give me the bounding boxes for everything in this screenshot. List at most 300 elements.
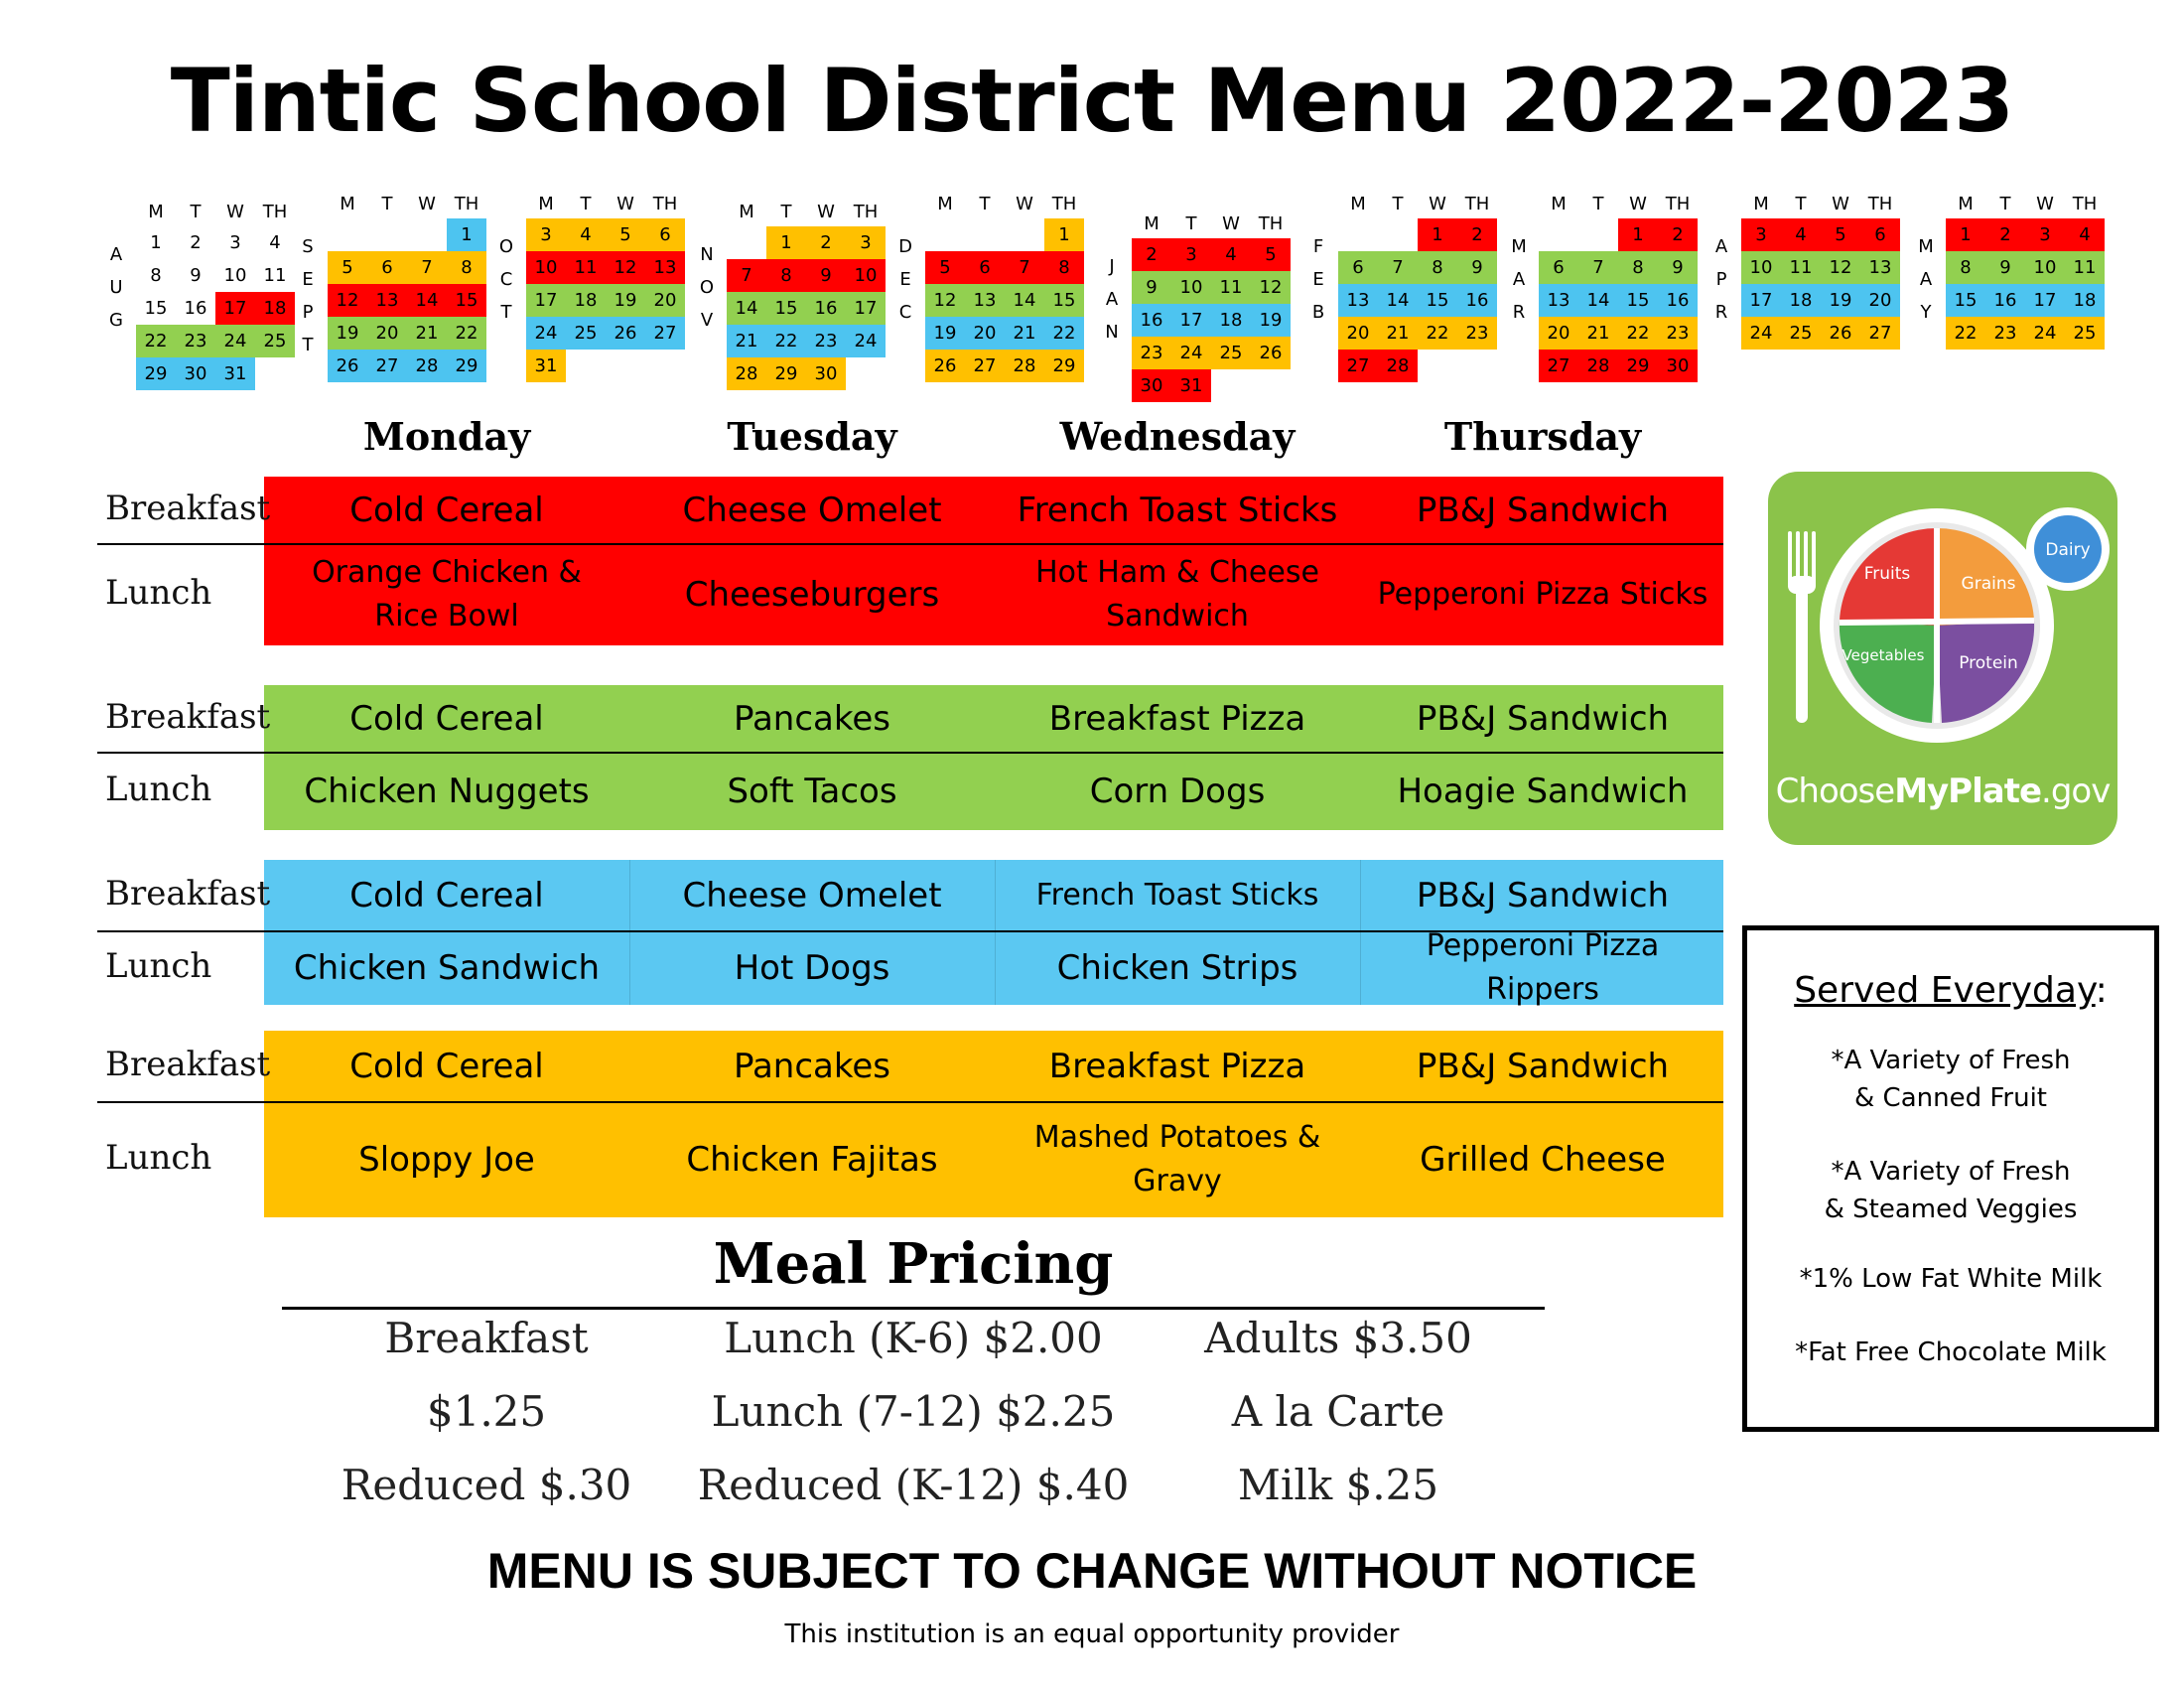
calendar-day: 13 [367, 284, 407, 317]
calendar-day: 8 [1618, 251, 1658, 284]
breakfast-item: French Toast Sticks [1017, 491, 1338, 530]
calendar-week-row [1741, 218, 1900, 251]
weekday-header: M [1753, 194, 1769, 214]
calendar-day [1005, 218, 1044, 251]
price-lunch-k6: Lunch (K-6) $2.00 [724, 1314, 1103, 1362]
weekday-header-row [1539, 191, 1698, 218]
calendar-day: 27 [645, 317, 685, 350]
calendar-day: 6 [367, 251, 407, 284]
calendar-day: 18 [2065, 284, 2105, 317]
calendar-day: 3 [1171, 238, 1211, 271]
calendar-week-row [925, 218, 1084, 251]
month-letter: C [898, 302, 912, 323]
served-item-line: & Canned Fruit [1854, 1083, 2047, 1113]
calendar-day: 15 [1946, 284, 1985, 317]
meal-pricing-title: Meal Pricing [713, 1231, 1114, 1297]
calendar-day: 30 [806, 357, 846, 390]
weekday-header: W [2036, 194, 2054, 214]
calendar-day: 28 [1005, 350, 1044, 382]
day-header-tuesday: Tuesday [727, 414, 897, 459]
month-grid [1338, 191, 1497, 382]
calendar-day: 25 [566, 317, 606, 350]
calendar-week-row [1338, 218, 1497, 251]
price-breakfast: $1.25 [426, 1387, 547, 1436]
month-letter: G [109, 310, 123, 331]
calendar-day: 10 [223, 265, 247, 286]
calendar-week-row [526, 251, 685, 284]
calendar-day: 29 [766, 357, 806, 390]
calendar-day: 11 [2065, 251, 2105, 284]
calendar-day: 26 [1821, 317, 1860, 350]
calendar-week-row [727, 325, 886, 357]
calendar-day: 28 [727, 357, 766, 390]
calendar-day: 5 [1821, 218, 1860, 251]
wordmark-gov: .gov [2041, 772, 2111, 811]
calendar-day: 12 [925, 284, 965, 317]
calendar-day: 9 [1132, 271, 1171, 304]
breakfast-item: Breakfast Pizza [1048, 699, 1306, 739]
month-letter: D [898, 236, 912, 257]
month-letter: M [1511, 236, 1527, 257]
month-letter: T [500, 302, 512, 323]
month-grid [1132, 211, 1291, 402]
calendar-week-row [1132, 304, 1291, 337]
weekday-header: T [1392, 194, 1404, 214]
calendar-day: 20 [1539, 317, 1578, 350]
breakfast-item: PB&J Sandwich [1416, 1047, 1670, 1086]
calendar-day: 21 [1378, 317, 1418, 350]
calendar-day: 22 [136, 325, 176, 357]
calendar-day [645, 350, 685, 382]
calendar-day: 25 [1781, 317, 1821, 350]
breakfast-item: Cheese Omelet [682, 876, 942, 915]
weekday-header: T [381, 194, 393, 214]
month-letters [1308, 230, 1328, 329]
lunch-item: Chicken Fajitas [686, 1140, 938, 1180]
weekday-header: TH [1464, 194, 1490, 214]
calendar-day: 19 [1821, 284, 1860, 317]
calendar-day: 25 [2065, 317, 2105, 350]
month-grid [925, 191, 1084, 382]
lunch-item: Hoagie Sandwich [1397, 772, 1689, 811]
calendar-week-row [1132, 271, 1291, 304]
weekday-header-row [328, 191, 486, 218]
calendar-day: 14 [407, 284, 447, 317]
calendar-week-row [526, 218, 685, 251]
calendar-day [367, 218, 407, 251]
weekday-header: W [616, 194, 634, 214]
calendar-day: 8 [150, 265, 162, 286]
month-letter: S [302, 236, 314, 257]
month-letter: A [1714, 236, 1728, 257]
weekday-header: M [1551, 194, 1567, 214]
calendar-day: 24 [2025, 317, 2065, 350]
calendar-week-row [1741, 317, 1900, 350]
lunch-item: Pepperoni Pizza Sticks [1377, 577, 1708, 612]
choosemyplate-logo [1768, 472, 2117, 845]
calendar-day: 5 [606, 218, 645, 251]
calendar-day: 1 [150, 232, 162, 253]
price-breakfast-reduced: Reduced $.30 [341, 1461, 632, 1509]
calendar-day: 10 [2025, 251, 2065, 284]
weekday-header: M [937, 194, 953, 214]
month-letter: A [1105, 289, 1119, 310]
month-letter: R [1714, 302, 1728, 323]
weekday-header-row [136, 199, 295, 226]
calendar-day: 23 [1457, 317, 1497, 350]
calendar-day: 19 [1251, 304, 1291, 337]
weekday-header: W [817, 202, 835, 222]
weekday-header: T [580, 194, 592, 214]
calendar-day: 16 [184, 298, 207, 319]
calendar-day: 14 [727, 292, 766, 325]
calendar-day: 15 [1618, 284, 1658, 317]
served-item-line: *A Variety of Fresh [1831, 1157, 2071, 1187]
weekday-header-row [925, 191, 1084, 218]
calendar-day: 5 [1251, 238, 1291, 271]
breakfast-item: Cold Cereal [349, 699, 544, 739]
served-item-chocolate-milk: *Fat Free Chocolate Milk [1795, 1337, 2107, 1367]
calendar-day: 9 [1985, 251, 2025, 284]
calendar-day: 27 [1338, 350, 1378, 382]
calendar-day: 9 [806, 259, 846, 292]
lunch-item: Cheeseburgers [684, 575, 940, 615]
breakfast-row-label: Breakfast [105, 489, 271, 528]
calendar-day: 9 [190, 265, 202, 286]
weekday-header: M [340, 194, 355, 214]
month-letter: A [1512, 269, 1526, 290]
dairy-label: Dairy [2045, 540, 2091, 560]
month-grid [328, 191, 486, 382]
price-breakfast-label: Breakfast [384, 1314, 589, 1362]
calendar-day: 28 [407, 350, 447, 382]
calendar-day: 17 [846, 292, 886, 325]
calendar-day: 29 [447, 350, 486, 382]
choosemyplate-wordmark [1768, 772, 2117, 811]
calendar-week-row [1132, 238, 1291, 271]
weekday-header-row [1132, 211, 1291, 238]
calendar-day: 13 [1539, 284, 1578, 317]
month-letter: P [1715, 269, 1727, 290]
lunch-row-label: Lunch [105, 1138, 212, 1178]
calendar-week-row [328, 218, 486, 251]
calendar-day [1578, 218, 1618, 251]
calendar-day: 11 [263, 265, 287, 286]
calendar-day: 6 [645, 218, 685, 251]
wordmark-myplate: MyPlate [1894, 772, 2042, 811]
calendar-day: 13 [965, 284, 1005, 317]
month-letter: P [302, 302, 314, 323]
month-grid [526, 191, 685, 382]
calendar-day: 22 [1418, 317, 1457, 350]
weekday-header: T [1795, 194, 1807, 214]
served-everyday-title-text: Served Everyday [1794, 970, 2096, 1011]
lunch-row-label: Lunch [105, 946, 212, 986]
lunch-item: Mashed Potatoes & Gravy [1033, 1120, 1321, 1198]
calendar-day: 17 [215, 292, 255, 325]
calendar-week-row [1539, 251, 1698, 284]
calendar-day: 22 [1946, 317, 1985, 350]
calendar-week-row [727, 357, 886, 390]
breakfast-item: Cold Cereal [349, 491, 544, 530]
calendar-day: 1 [1418, 218, 1457, 251]
month-grid [1946, 191, 2105, 350]
calendar-week-row [1539, 317, 1698, 350]
calendar-week-row [1946, 251, 2105, 284]
calendar-day: 2 [1457, 218, 1497, 251]
weekday-header: TH [1665, 194, 1691, 214]
month-letters [1102, 250, 1122, 349]
calendar-day: 12 [328, 284, 367, 317]
calendar-day: 7 [1378, 251, 1418, 284]
month-letter: B [1311, 302, 1325, 323]
calendar-day: 27 [1860, 317, 1900, 350]
month-letter: A [1919, 269, 1933, 290]
calendar-day: 18 [1211, 304, 1251, 337]
calendar-day: 1 [1044, 218, 1084, 251]
calendar-day: 30 [176, 357, 215, 390]
calendar-day: 23 [176, 325, 215, 357]
calendar-day: 27 [965, 350, 1005, 382]
month-letters [1916, 230, 1936, 329]
breakfast-item: Cold Cereal [349, 1047, 544, 1086]
month-letters [106, 238, 126, 337]
day-header-monday: Monday [362, 414, 531, 459]
calendar-day: 31 [1171, 369, 1211, 402]
calendar-day: 24 [846, 325, 886, 357]
calendar-day [1418, 350, 1457, 382]
price-adults: Adults $3.50 [1204, 1314, 1472, 1362]
served-item-line: & Steamed Veggies [1824, 1195, 2078, 1224]
calendar-day: 22 [1618, 317, 1658, 350]
weekday-header: M [1958, 194, 1974, 214]
month-letters [496, 230, 516, 329]
calendar-day: 6 [1338, 251, 1378, 284]
calendar-day: 7 [1005, 251, 1044, 284]
calendar-day: 2 [806, 226, 846, 259]
protein-label: Protein [1959, 653, 2018, 673]
fruits-label: Fruits [1863, 564, 1911, 584]
calendar-day: 2 [1132, 238, 1171, 271]
calendar-day: 5 [925, 251, 965, 284]
calendar-day: 31 [215, 357, 255, 390]
month-letter: E [899, 269, 911, 290]
calendar-week-row [1539, 218, 1698, 251]
calendar-day [925, 218, 965, 251]
weekday-header: TH [853, 202, 879, 222]
breakfast-row-label: Breakfast [105, 697, 271, 737]
calendar-day: 31 [526, 350, 566, 382]
calendar-day: 12 [1821, 251, 1860, 284]
month-letters [697, 238, 717, 337]
month-grid [1741, 191, 1900, 350]
weekday-header: M [1144, 213, 1160, 234]
price-a-la-carte: A la Carte [1231, 1387, 1445, 1436]
calendar-day [1251, 369, 1291, 402]
calendar-day: 30 [1658, 350, 1698, 382]
calendar-day: 16 [1457, 284, 1497, 317]
breakfast-item: Cold Cereal [349, 876, 544, 915]
lunch-item: Orange Chicken & Rice Bowl [312, 555, 582, 633]
weekday-header-row [1338, 191, 1497, 218]
calendar-day: 10 [1171, 271, 1211, 304]
weekday-header: W [1222, 213, 1240, 234]
calendar-day: 21 [1578, 317, 1618, 350]
month-letter: N [1105, 322, 1119, 343]
calendar-day: 6 [1539, 251, 1578, 284]
vegetables-label: Vegetables [1842, 646, 1925, 664]
weekday-header: T [780, 202, 792, 222]
calendar-day: 16 [1985, 284, 2025, 317]
calendar-day: 14 [1005, 284, 1044, 317]
calendar-day: 24 [215, 325, 255, 357]
calendar-day: 17 [1171, 304, 1211, 337]
breakfast-item: Pancakes [734, 1047, 890, 1086]
breakfast-item: Breakfast Pizza [1048, 1047, 1306, 1086]
breakfast-item: PB&J Sandwich [1416, 491, 1670, 530]
calendar-day: 5 [328, 251, 367, 284]
calendar-day: 22 [1044, 317, 1084, 350]
breakfast-row-label: Breakfast [105, 1045, 271, 1084]
calendar-day: 4 [1781, 218, 1821, 251]
calendar-day: 10 [1741, 251, 1781, 284]
calendar-day: 19 [328, 317, 367, 350]
calendar-day [407, 218, 447, 251]
calendar-day: 2 [1658, 218, 1698, 251]
weekday-header: TH [1258, 213, 1284, 234]
weekday-header: T [190, 202, 202, 222]
calendar-day: 3 [2025, 218, 2065, 251]
calendar-day: 16 [1132, 304, 1171, 337]
weekday-header: M [739, 202, 754, 222]
weekday-header: M [538, 194, 554, 214]
calendar-day: 12 [606, 251, 645, 284]
month-letters [895, 230, 915, 329]
calendar-day: 3 [1741, 218, 1781, 251]
breakfast-item: Pancakes [734, 699, 890, 739]
calendar-day: 27 [367, 350, 407, 382]
month-letters [1711, 230, 1731, 329]
calendar-day: 7 [407, 251, 447, 284]
calendar-day: 2 [1985, 218, 2025, 251]
lunch-row-label: Lunch [105, 573, 212, 613]
month-letter: V [700, 310, 714, 331]
calendar-day: 13 [645, 251, 685, 284]
lunch-item: Chicken Strips [1056, 948, 1298, 988]
month-letter: T [302, 335, 314, 355]
calendar-day: 17 [1741, 284, 1781, 317]
calendar-week-row [1946, 284, 2105, 317]
calendar-day: 1 [447, 218, 486, 251]
calendar-day: 16 [806, 292, 846, 325]
served-item-fruit [1747, 1042, 2154, 1117]
calendar-day: 17 [526, 284, 566, 317]
calendar-day [727, 226, 766, 259]
calendar-day: 6 [965, 251, 1005, 284]
weekday-header: TH [454, 194, 479, 214]
lunch-item: Chicken Nuggets [304, 772, 590, 811]
calendar-week-row [1946, 317, 2105, 350]
calendar-week-row [727, 226, 886, 259]
calendar-week-row [1539, 350, 1698, 382]
calendar-day: 23 [1985, 317, 2025, 350]
equal-opportunity-footer: This institution is an equal opportunity provider [784, 1619, 1400, 1649]
calendar-day: 7 [727, 259, 766, 292]
calendar-week-row [925, 317, 1084, 350]
calendar-day: 21 [727, 325, 766, 357]
calendar-day [255, 357, 295, 390]
calendar-day: 8 [1044, 251, 1084, 284]
calendar-day: 26 [925, 350, 965, 382]
calendar-day: 30 [1132, 369, 1171, 402]
breakfast-item: PB&J Sandwich [1416, 699, 1670, 739]
calendar-day: 15 [1044, 284, 1084, 317]
calendar-day: 23 [806, 325, 846, 357]
calendar-week-row [1338, 251, 1497, 284]
lunch-item: Grilled Cheese [1420, 1140, 1666, 1180]
calendar-day: 10 [526, 251, 566, 284]
month-letters [298, 230, 318, 361]
calendar-day: 1 [1946, 218, 1985, 251]
calendar-week-row [1338, 350, 1497, 382]
month-letter: C [499, 269, 513, 290]
weekday-header-row [1741, 191, 1900, 218]
calendar-day: 28 [1378, 350, 1418, 382]
lunch-item: Sloppy Joe [358, 1140, 535, 1180]
calendar-day: 11 [1781, 251, 1821, 284]
calendar-day: 14 [1578, 284, 1618, 317]
weekday-header: T [1999, 194, 2011, 214]
weekday-header: W [226, 202, 244, 222]
weekday-header: W [1016, 194, 1033, 214]
calendar-day: 20 [965, 317, 1005, 350]
calendar-day: 18 [566, 284, 606, 317]
weekday-header: W [1429, 194, 1446, 214]
calendar-day: 20 [645, 284, 685, 317]
calendar-day: 21 [1005, 317, 1044, 350]
breakfast-row-label: Breakfast [105, 874, 271, 914]
calendar-week-row [328, 317, 486, 350]
calendar-day: 9 [1457, 251, 1497, 284]
grains-label: Grains [1961, 574, 2016, 594]
month-letter: E [1312, 269, 1324, 290]
lunch-item: Hot Ham & Cheese Sandwich [1035, 555, 1319, 633]
calendar-day: 15 [144, 298, 168, 319]
calendar-day: 10 [846, 259, 886, 292]
month-letter: F [1312, 236, 1324, 257]
month-letter: J [1109, 256, 1115, 277]
calendar-day [1457, 350, 1497, 382]
calendar-day: 13 [1860, 251, 1900, 284]
month-letter: N [700, 244, 714, 265]
calendar-day: 4 [269, 232, 281, 253]
calendar-week-row [136, 292, 295, 325]
month-letter: M [1918, 236, 1934, 257]
calendar-day: 8 [1946, 251, 1985, 284]
month-letter: O [498, 236, 514, 257]
price-lunch-reduced: Reduced (K-12) $.40 [697, 1461, 1130, 1509]
weekday-header: W [1832, 194, 1849, 214]
calendar-day: 3 [526, 218, 566, 251]
calendar-day: 18 [255, 292, 295, 325]
month-letter: U [109, 277, 123, 298]
calendar-day: 8 [766, 259, 806, 292]
month-letter: R [1512, 302, 1526, 323]
calendar-week-row [925, 251, 1084, 284]
weekday-header: M [1350, 194, 1366, 214]
calendar-week-row [925, 284, 1084, 317]
weekday-header: M [148, 202, 164, 222]
